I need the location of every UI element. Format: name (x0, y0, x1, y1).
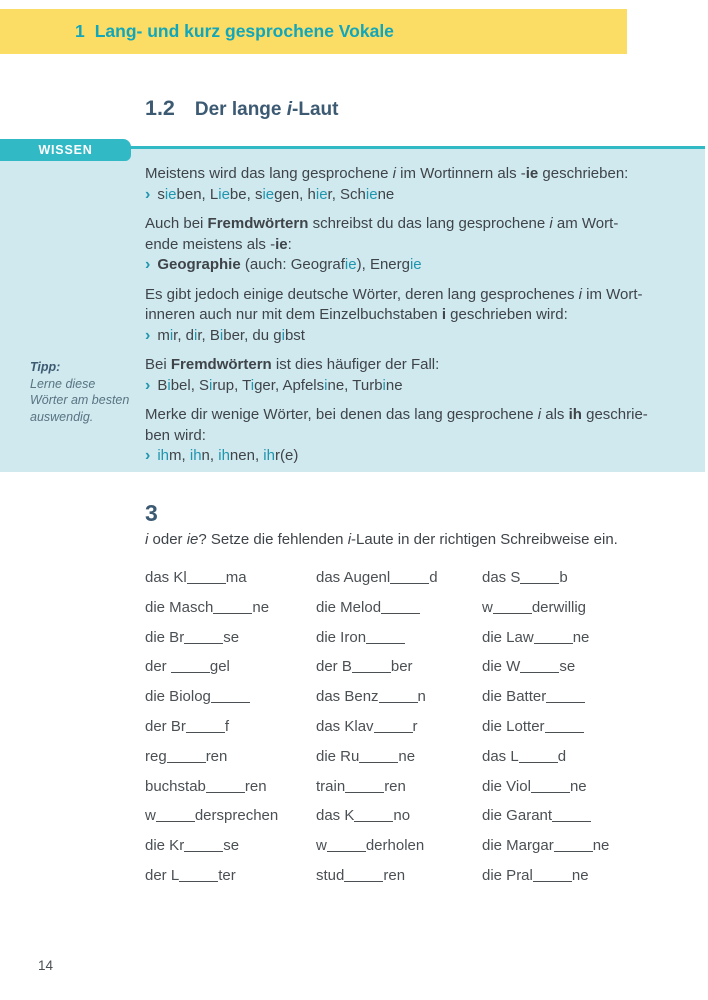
word-suffix: derholen (365, 837, 425, 855)
blank-line (354, 820, 393, 822)
tip-line: Wörter am besten (30, 393, 130, 407)
blank-line (179, 880, 218, 882)
word-prefix: das L (482, 747, 519, 765)
word-prefix: w (145, 807, 156, 825)
fill-in-item (482, 837, 645, 867)
word-suffix: ter (218, 866, 236, 884)
blank-line (187, 582, 226, 584)
blank-line (184, 850, 223, 852)
word-prefix: die Biolog (145, 688, 211, 706)
blank-line (345, 791, 384, 793)
section-title: Der lange i-Laut (194, 99, 339, 120)
example-arrow-icon: › (145, 376, 151, 394)
word-prefix: die Law (482, 628, 534, 646)
word-suffix: ber (390, 658, 413, 676)
word-suffix: n (417, 688, 426, 706)
word-suffix: gel (209, 658, 230, 676)
chapter-title: Lang- und kurz gesprochene Vokale (94, 21, 394, 41)
word-suffix: ne (569, 777, 587, 795)
fill-in-item (145, 748, 316, 778)
text-line: Es gibt jedoch einige deutsche Wörter, deren lang gesprochenes i im Wort- (145, 285, 643, 303)
text-line: Bei Fremdwörtern ist dies häufiger der Fall: (145, 356, 440, 373)
blank-line (493, 612, 532, 614)
fill-in-item (482, 748, 645, 778)
word-prefix: die Kr (145, 837, 185, 855)
word-prefix: train (316, 777, 346, 795)
example-arrow-icon: › (145, 447, 151, 464)
fill-in-item (482, 599, 645, 629)
word-prefix: die Garant (482, 807, 553, 825)
exercise-number: 3 (145, 500, 158, 526)
blank-line (206, 791, 245, 793)
section-heading (145, 96, 338, 121)
fill-in-item (145, 837, 316, 867)
tip-label: Tipp: (30, 360, 61, 374)
fill-in-item (316, 599, 482, 629)
example-line: › sieben, Liebe, siegen, hier, Schiene (145, 185, 395, 203)
word-suffix: f (224, 717, 230, 735)
word-prefix: die Melod (316, 598, 382, 616)
example-line: › Geographie (auch: Geografie), Energie (145, 256, 422, 273)
fill-in-item (482, 658, 645, 688)
tip-line: auswendig. (30, 409, 94, 424)
blank-line (186, 731, 225, 733)
fill-in-item (482, 688, 645, 718)
word-prefix: die Viol (482, 777, 531, 795)
word-suffix: ne (572, 628, 590, 646)
blank-line (211, 701, 250, 703)
word-suffix: ren (244, 777, 267, 795)
blank-line (546, 701, 585, 703)
fill-in-item (145, 688, 316, 718)
word-suffix: r (412, 717, 418, 735)
word-suffix: derwillig (531, 598, 587, 616)
example-arrow-icon: › (145, 256, 151, 273)
blank-line (531, 791, 570, 793)
word-suffix: no (393, 807, 411, 825)
word-suffix: ne (252, 598, 270, 616)
wissen-paragraph (145, 285, 643, 347)
word-prefix: der (145, 658, 171, 676)
chapter-banner (0, 9, 627, 54)
word-suffix: ne (398, 747, 416, 765)
tip-line: Lerne diese (30, 376, 96, 391)
exercise-instruction: i oder ie? Setze die fehlenden i-Laute in der richtigen Schreibweise ein. (145, 531, 618, 548)
blank-line (156, 820, 195, 822)
word-prefix: die Ru (316, 747, 360, 765)
blank-line (390, 582, 429, 584)
word-prefix: das S (482, 569, 521, 586)
word-prefix: der Br (145, 717, 186, 735)
blank-line (344, 880, 383, 882)
blank-line (184, 642, 223, 644)
blank-line (374, 731, 413, 733)
word-prefix: die W (482, 658, 521, 676)
wissen-paragraph (145, 164, 629, 205)
blank-line (359, 761, 398, 763)
word-prefix: die Br (145, 628, 185, 646)
fill-in-item (482, 807, 645, 837)
word-suffix: dersprechen (194, 807, 279, 825)
word-suffix: d (557, 747, 567, 765)
word-prefix: das K (316, 807, 355, 825)
word-suffix: ma (225, 569, 247, 586)
fill-in-item (145, 778, 316, 808)
section-number: 1.2 (145, 96, 175, 120)
text-line: Meistens wird das lang gesprochene i im Wortinnern als -ie geschrieben: (145, 165, 629, 182)
fill-in-item (316, 748, 482, 778)
fill-in-item (482, 718, 645, 748)
fill-in-item (316, 688, 482, 718)
word-suffix: ren (384, 777, 406, 795)
blank-line (381, 612, 420, 614)
blank-line (379, 701, 418, 703)
fill-in-item (145, 658, 316, 688)
word-prefix: stud (316, 866, 345, 884)
fill-in-item (482, 867, 645, 897)
word-prefix: der B (316, 658, 352, 676)
fill-in-item (145, 629, 316, 659)
word-prefix: die Iron (316, 628, 367, 646)
text-line: inneren auch nur mit dem Einzelbuchstaben i geschrieben wird: (145, 306, 568, 323)
fill-in-item (145, 718, 316, 748)
word-suffix: ren (205, 747, 228, 765)
word-suffix: ren (383, 866, 406, 884)
word-prefix: die Pral (482, 866, 533, 884)
word-prefix: das Klav (316, 717, 374, 735)
word-prefix: buchstab (145, 777, 206, 795)
word-prefix: das Kl (145, 569, 187, 586)
fill-in-item (316, 837, 482, 867)
fill-in-item (145, 599, 316, 629)
fill-in-item (145, 807, 316, 837)
blank-line (545, 731, 584, 733)
word-grid (145, 569, 645, 897)
page-number: 14 (38, 958, 54, 973)
word-prefix: die Margar (482, 837, 554, 855)
text-line: Merke dir wenige Wörter, bei denen das lang gesprochene i als ih geschrie- (145, 406, 648, 423)
fill-in-item (482, 629, 645, 659)
blank-line (327, 850, 366, 852)
word-suffix: ne (592, 837, 610, 855)
tip-note (30, 359, 142, 425)
wissen-paragraph (145, 355, 625, 396)
fill-in-item (316, 569, 482, 599)
blank-line (554, 850, 593, 852)
example-arrow-icon: › (145, 185, 151, 203)
word-prefix: reg (145, 747, 167, 765)
blank-line (167, 761, 206, 763)
wissen-paragraph (145, 405, 648, 467)
fill-in-item (316, 718, 482, 748)
fill-in-item (316, 778, 482, 808)
blank-line (520, 582, 559, 584)
word-suffix: ne (571, 866, 589, 884)
fill-in-item (316, 807, 482, 837)
example-line: › mir, dir, Biber, du gibst (145, 326, 305, 344)
word-prefix: die Lotter (482, 717, 545, 735)
fill-in-item (145, 569, 316, 599)
blank-line (366, 642, 405, 644)
fill-in-item (145, 867, 316, 897)
word-suffix: d (429, 569, 438, 586)
blank-line (352, 671, 391, 673)
blank-line (213, 612, 252, 614)
fill-in-item (482, 778, 645, 808)
blank-line (534, 642, 573, 644)
blank-line (520, 671, 559, 673)
wissen-badge-label: WISSEN (38, 143, 93, 157)
word-prefix: der L (145, 866, 180, 884)
word-suffix: se (223, 628, 240, 646)
example-line: › Bibel, Sirup, Tiger, Apfelsine, Turbine (145, 376, 403, 394)
word-prefix: die Masch (145, 598, 214, 616)
wissen-paragraph (145, 214, 625, 276)
word-suffix: se (559, 658, 576, 676)
word-prefix: w (316, 837, 327, 855)
fill-in-item (316, 658, 482, 688)
word-prefix: das Benz (316, 688, 379, 706)
blank-line (533, 880, 572, 882)
word-prefix: w (482, 598, 493, 616)
fill-in-item (316, 629, 482, 659)
word-prefix: die Batter (482, 688, 547, 706)
fill-in-item (316, 867, 482, 897)
word-prefix: das Augenl (316, 569, 391, 586)
blank-line (552, 820, 591, 822)
blank-line (519, 761, 558, 763)
text-line: ende meistens als -ie: (145, 235, 292, 253)
word-suffix: b (559, 569, 568, 586)
fill-in-item (482, 569, 645, 599)
example-arrow-icon: › (145, 326, 151, 344)
word-suffix: se (223, 837, 240, 855)
text-line: Auch bei Fremdwörtern schreibst du das lang gesprochene i am Wort- (145, 215, 619, 232)
wissen-badge (0, 139, 131, 161)
text-line: ben wird: (145, 426, 206, 444)
blank-line (171, 671, 210, 673)
example-line: › ihm, ihn, ihnen, ihr(e) (145, 447, 299, 464)
chapter-number: 1 (75, 21, 85, 41)
